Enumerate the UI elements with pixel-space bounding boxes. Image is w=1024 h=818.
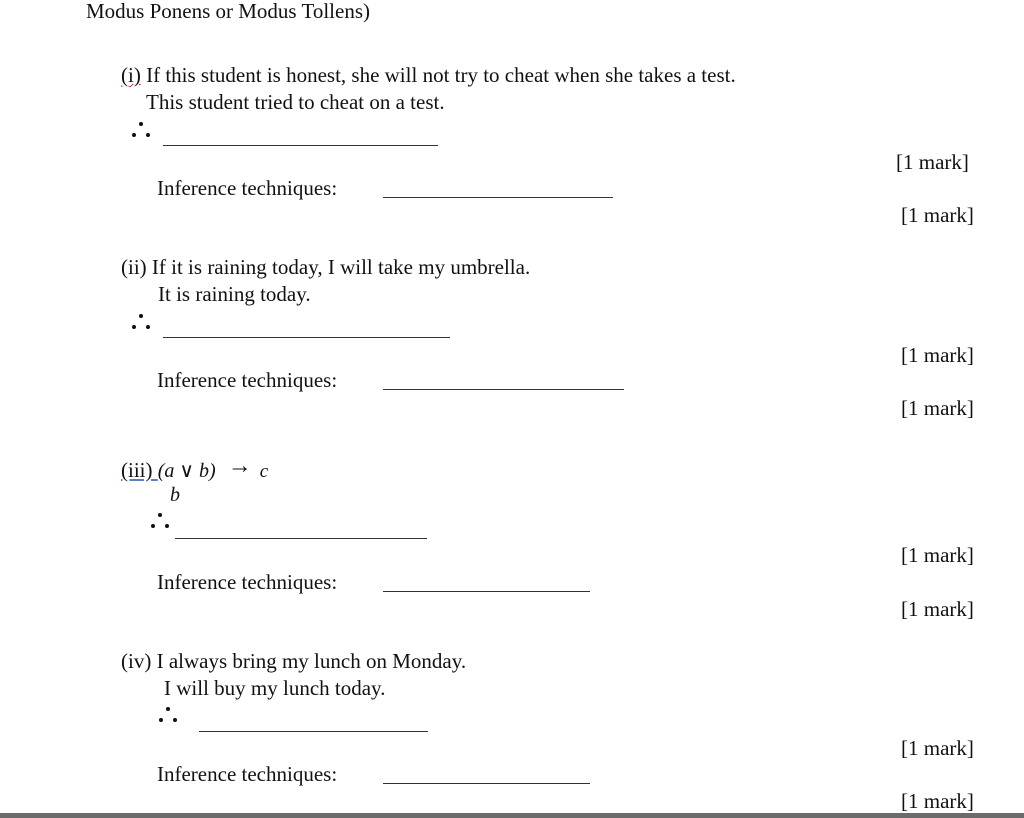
question-3-inference-label: Inference techniques: — [157, 570, 338, 594]
question-1-mark-2: [1 mark] — [901, 203, 974, 227]
question-3-inference-blank[interactable] — [383, 591, 590, 592]
therefore-icon — [130, 122, 154, 140]
question-3-mark-2: [1 mark] — [901, 597, 974, 621]
therefore-icon — [149, 513, 173, 531]
question-1-number: (i) — [121, 63, 141, 87]
page-bottom-border — [0, 813, 1024, 818]
question-3-formula: (a ∨ b) — [157, 460, 216, 482]
question-4-premise-2: I will buy my lunch today. — [164, 676, 386, 700]
question-1-inference-blank[interactable] — [383, 197, 613, 198]
question-2-inference-label: Inference techniques: — [157, 368, 338, 392]
question-2-mark-1: [1 mark] — [901, 343, 974, 367]
question-1-premise-2: This student tried to cheat on a test. — [146, 90, 445, 114]
question-3-conclusion-blank[interactable] — [175, 538, 427, 539]
question-2-premise-2: It is raining today. — [158, 282, 311, 306]
question-3-mark-1: [1 mark] — [901, 543, 974, 567]
question-2-premise-1: (ii) If it is raining today, I will take my umbrella. — [121, 255, 531, 279]
therefore-icon — [130, 314, 154, 332]
question-3-number: (iii) — [121, 458, 153, 482]
page-title: Modus Ponens or Modus Tollens) — [86, 0, 370, 23]
therefore-icon — [157, 707, 181, 725]
question-4-mark-1: [1 mark] — [901, 736, 974, 760]
question-2-inference-blank[interactable] — [383, 389, 624, 390]
implies-arrow-icon: → — [227, 453, 252, 479]
question-3-premise-2: b — [170, 484, 180, 506]
question-1-premise-1 — [121, 65, 736, 86]
question-4-premise-1: (iv) I always bring my lunch on Monday. — [121, 649, 467, 673]
question-4-inference-label: Inference techniques: — [157, 762, 338, 786]
question-1-inference-label: Inference techniques: — [157, 176, 338, 200]
question-2-conclusion-blank[interactable] — [163, 337, 450, 338]
question-4-inference-blank[interactable] — [383, 783, 590, 784]
question-2-mark-2: [1 mark] — [901, 396, 974, 420]
question-3-premise-1 — [121, 453, 269, 482]
question-1-mark-1: [1 mark] — [896, 150, 969, 174]
question-1-conclusion-blank[interactable] — [163, 145, 438, 146]
question-3-consequent: c — [259, 461, 269, 482]
question-4-mark-2: [1 mark] — [901, 789, 974, 813]
question-1-premise-1-text: If this student is honest, she will not try to cheat when she takes a test. — [140, 63, 736, 87]
question-4-conclusion-blank[interactable] — [199, 731, 428, 732]
